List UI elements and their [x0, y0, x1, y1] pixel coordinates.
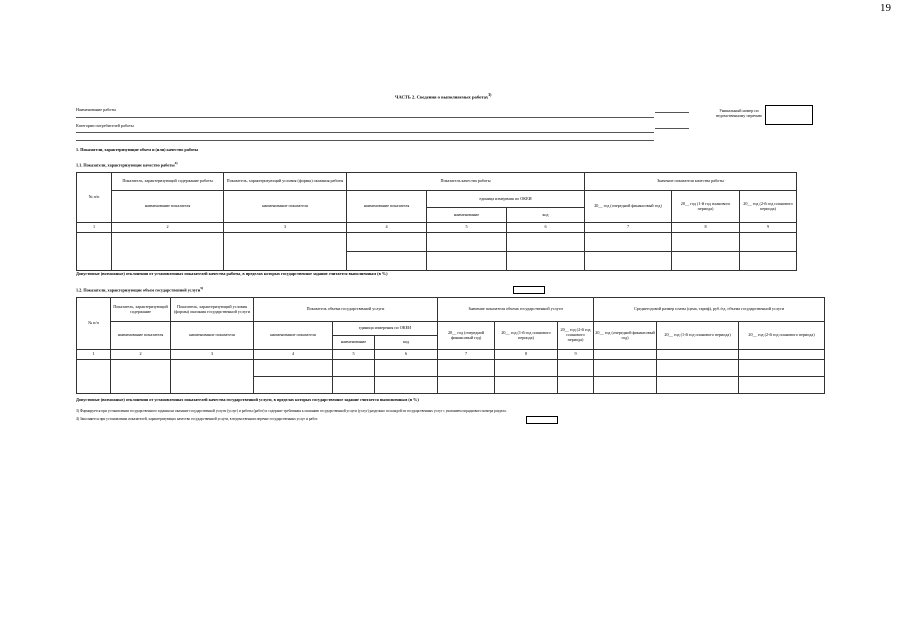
col-volume-value: Значение показателя объема государственной услуги — [438, 298, 594, 322]
col-content: Показатель, характеризующий содержание работы — [112, 173, 224, 191]
data-cell[interactable] — [672, 233, 740, 252]
data-cell[interactable] — [594, 377, 657, 394]
num-cell: 8 — [495, 350, 558, 360]
year0-header: 20__ год (очередной финансовый год) — [585, 191, 672, 223]
sub-okei-code: код — [507, 208, 585, 223]
data-cell[interactable] — [739, 377, 825, 394]
num-cell: 9 — [558, 350, 594, 360]
data-cell[interactable] — [111, 360, 171, 394]
num-cell: 7 — [585, 223, 672, 233]
col-num: № п/п — [77, 173, 112, 223]
data-cell[interactable] — [438, 377, 495, 394]
col-volume: Показатель объема государственной услуги — [254, 298, 438, 322]
data-cell[interactable] — [739, 360, 825, 377]
data-cell[interactable] — [254, 360, 333, 377]
data-cell[interactable] — [594, 360, 657, 377]
sub-volume-name: наименование показателя — [254, 322, 333, 350]
vol-year1-header: 20__ год (1-й год планового периода) — [495, 322, 558, 350]
col-quality-value: Значение показателя качества работы — [585, 173, 797, 191]
data-cell[interactable] — [495, 360, 558, 377]
num-cell — [739, 350, 825, 360]
num-cell: 1 — [77, 223, 112, 233]
volume-deviation-note: Допустимые (возможные) отклонения от установленных показателей качества государственной услуги, в пределах которых государственное задание считается выполненным (в %) — [76, 397, 419, 402]
num-cell: 2 — [112, 223, 224, 233]
data-cell[interactable] — [347, 252, 427, 271]
section1-2-box[interactable] — [513, 286, 545, 294]
num-cell: 6 — [507, 223, 585, 233]
data-cell[interactable] — [558, 377, 594, 394]
data-cell[interactable] — [507, 233, 585, 252]
data-cell[interactable] — [740, 233, 797, 252]
col-num: № п/п — [77, 298, 111, 350]
year2-header: 20__ год (2-й год планового периода) — [740, 191, 797, 223]
unique-number-box[interactable] — [765, 105, 813, 125]
sub-content-name: наименование показателя — [112, 191, 224, 223]
unique-number-label: Уникальный номер по ведомственному перечню — [716, 108, 762, 118]
data-cell[interactable] — [495, 377, 558, 394]
data-cell[interactable] — [77, 233, 112, 271]
data-cell[interactable] — [224, 233, 347, 271]
fee-year2-header: 20__ год (2-й год планового периода) — [739, 322, 825, 350]
num-cell: 7 — [438, 350, 495, 360]
data-cell[interactable] — [507, 252, 585, 271]
num-cell: 8 — [672, 223, 740, 233]
footnote-3: 3) Формируется при установлении государственного задания на оказание государственной услуги (услуг) и работы (работ) и содержит требования к оказанию государственной услуги (услуг) раздельно по каждой из государственных услуг с указанием порядкового номера раздела. — [76, 409, 507, 413]
data-cell[interactable] — [171, 360, 254, 394]
num-cell — [657, 350, 739, 360]
col-quality: Показатель качества работы — [347, 173, 585, 191]
data-cell[interactable] — [427, 233, 507, 252]
section1-1-title: 1.1. Показатели, характеризующие качество работы$^{4)}$ — [76, 161, 178, 168]
data-cell[interactable] — [657, 360, 739, 377]
page-number: 19 — [880, 2, 891, 14]
work-name-label: Наименование работы — [76, 107, 116, 112]
sub-conditions-name: наименование показателя — [224, 191, 347, 223]
num-cell: 2 — [111, 350, 171, 360]
vol-year0-header: 20__ год (очередной финансовый год) — [438, 322, 495, 350]
num-cell: 9 — [740, 223, 797, 233]
num-cell: 1 — [77, 350, 111, 360]
num-cell: 5 — [333, 350, 375, 360]
col-content: Показатель, характеризующий содержание — [111, 298, 171, 322]
col-conditions: Показатель, характеризующий условия (формы) оказания работы — [224, 173, 347, 191]
num-cell: 3 — [171, 350, 254, 360]
data-cell[interactable] — [585, 233, 672, 252]
footnote-box[interactable] — [526, 416, 558, 424]
fee-year1-header: 20__ год (1-й год планового периода) — [657, 322, 739, 350]
sub-okei: единица измерения по ОКЕИ — [333, 322, 438, 336]
data-cell[interactable] — [558, 360, 594, 377]
data-cell[interactable] — [375, 377, 438, 394]
num-cell — [594, 350, 657, 360]
data-cell[interactable] — [427, 252, 507, 271]
num-cell: 6 — [375, 350, 438, 360]
sub-conditions-name: наименование показателя — [171, 322, 254, 350]
work-name-short-line — [655, 112, 689, 113]
data-cell[interactable] — [672, 252, 740, 271]
data-cell[interactable] — [740, 252, 797, 271]
num-cell: 4 — [347, 223, 427, 233]
sub-okei-name: наименование — [333, 336, 375, 350]
num-cell: 4 — [254, 350, 333, 360]
data-cell[interactable] — [254, 377, 333, 394]
section1-2-title: 1.2. Показатели, характеризующие объем государственной услуги$^{5)}$ — [76, 286, 204, 293]
data-cell[interactable] — [77, 360, 111, 394]
vol-year2-header: 20__ год (2-й год планового периода) — [558, 322, 594, 350]
consumer-category-short-line — [655, 128, 689, 129]
quality-table — [76, 172, 797, 271]
sub-content-name: наименование показателя — [111, 322, 171, 350]
data-cell[interactable] — [112, 233, 224, 271]
part-title: ЧАСТЬ 2. Сведения о выполняемых работах$^{3)}$ — [395, 93, 492, 100]
col-avg-fee: Среднегодовой размер платы (цена, тариф), руб./ед. объема государственной услуги — [594, 298, 825, 322]
section1-title: 1. Показатели, характеризующие объем и (или) качество работы — [76, 147, 199, 152]
data-cell[interactable] — [333, 360, 375, 377]
volume-table — [76, 297, 825, 394]
fee-year0-header: 20__ год (очередной финансовый год) — [594, 322, 657, 350]
consumer-category-label: Категории потребителей работы — [76, 123, 134, 128]
data-cell[interactable] — [585, 252, 672, 271]
sub-okei-name: наименование — [427, 208, 507, 223]
consumer-category-line-2 — [76, 140, 654, 141]
work-name-line — [76, 117, 654, 118]
data-cell[interactable] — [375, 360, 438, 377]
consumer-category-line — [76, 132, 654, 133]
data-cell[interactable] — [333, 377, 375, 394]
year1-header: 20__ год (1-й год планового периода) — [672, 191, 740, 223]
data-cell[interactable] — [347, 233, 427, 252]
sub-okei-code: код — [375, 336, 438, 350]
quality-deviation-note: Допустимые (возможные) отклонения от установленных показателей качества работы, в пределах которых государственное задание считается выполненным (в %) — [76, 271, 388, 276]
col-conditions: Показатель, характеризующий условия (формы) оказания государственной услуги — [171, 298, 254, 322]
data-cell[interactable] — [438, 360, 495, 377]
num-cell: 3 — [224, 223, 347, 233]
sub-quality-name: наименование показателя — [347, 191, 427, 223]
num-cell: 5 — [427, 223, 507, 233]
footnote-4: 4) Заполняется при установлении показателей, характеризующих качество государственной услуги, в ведомственном перечне государственных услуг и работ. — [76, 417, 319, 421]
data-cell[interactable] — [657, 377, 739, 394]
sub-okei: единица измерения по ОКЕИ — [427, 191, 585, 208]
